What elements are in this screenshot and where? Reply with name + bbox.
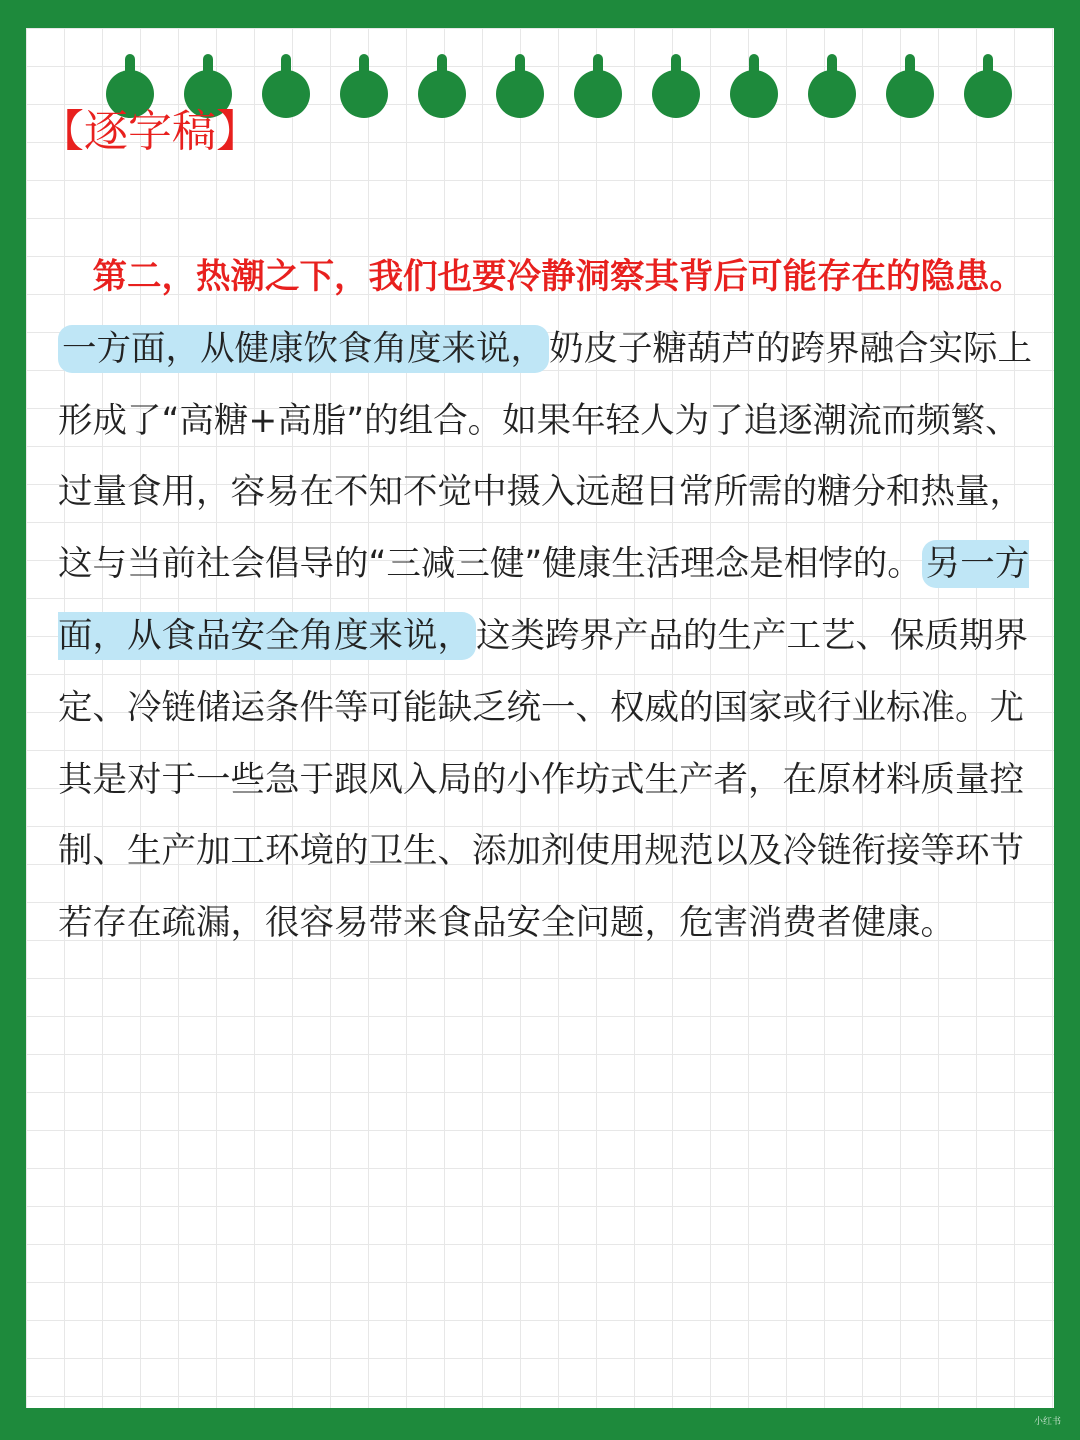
essay-paragraph <box>58 242 1038 960</box>
body-text-1: 奶皮子糖葫芦的跨界融合实际上形成了“高糖+高脂”的组合。如果年轻人为了追逐潮流而频繁、过量食用，容易在不知不觉中摄入远超日常所需的糖分和热量，这与当前社会倡导的“三减三健”健康生活理念是相悖的。 <box>58 328 1032 585</box>
paragraph-indent <box>58 257 93 297</box>
watermark: 小红书 <box>1034 1417 1062 1427</box>
binder-ring-icon <box>964 70 1012 118</box>
binder-ring-icon <box>652 70 700 118</box>
highlight-phrase-1: 一方面，从健康饮食角度来说， <box>58 325 549 373</box>
binder-ring-icon <box>574 70 622 118</box>
body-text-2: 这类跨界产品的生产工艺、保质期界定、冷链储运条件等可能缺乏统一、权威的国家或行业标准。尤其是对于一些急于跟风入局的小作坊式生产者，在原材料质量控制、生产加工环境的卫生、添加剂使用规范以及冷链衔接等环节若存在疏漏，很容易带来食品安全问题，危害消费者健康。 <box>58 615 1028 944</box>
binder-ring-icon <box>340 70 388 118</box>
lead-sentence: 第二，热潮之下，我们也要冷静洞察其背后可能存在的隐患。 <box>92 257 1024 297</box>
binder-ring-icon <box>262 70 310 118</box>
binder-ring-icon <box>418 70 466 118</box>
document-title: 【逐字稿】 <box>40 106 260 157</box>
highlight-phrase-2: 另一方面，从食品安全角度来说， <box>58 540 1029 660</box>
binder-ring-icon <box>496 70 544 118</box>
binder-ring-icon <box>730 70 778 118</box>
binder-ring-icon <box>886 70 934 118</box>
binder-ring-icon <box>808 70 856 118</box>
